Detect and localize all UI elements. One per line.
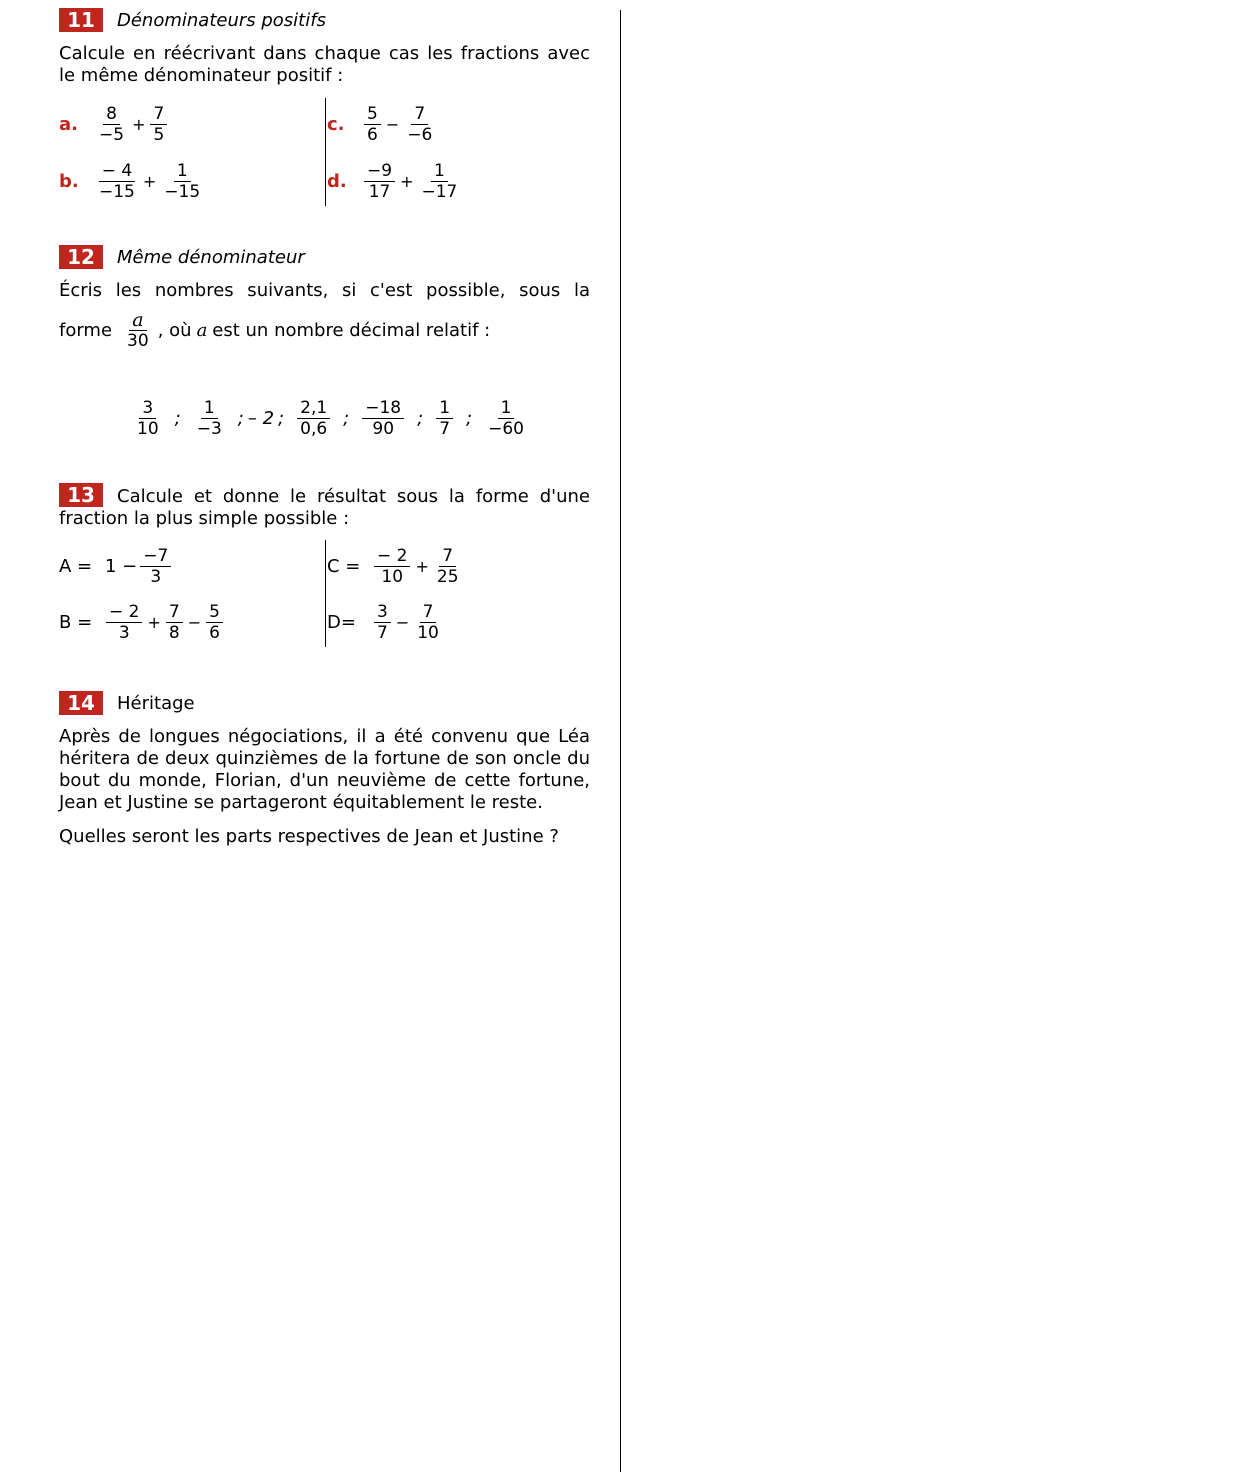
exercise-header <box>59 245 590 269</box>
exercise-number-badge: 14 <box>59 691 103 715</box>
exercise-title: Dénominateurs positifs <box>117 9 326 31</box>
fraction-grid <box>59 98 590 206</box>
column-divider <box>620 10 621 1472</box>
fraction: $\frac{1}{-17}$ <box>421 160 458 202</box>
exercise-number-badge: 12 <box>59 245 103 269</box>
fraction: $\frac{- 4}{-15}$ <box>99 160 135 202</box>
variable: a <box>196 319 208 341</box>
fraction: $\frac{8}{-5}$ <box>99 103 125 145</box>
exercise-instructions <box>59 483 590 530</box>
fraction: $\frac{-7}{3}$ <box>140 546 171 587</box>
operator: + <box>400 171 414 191</box>
exercise-title: Même dénominateur <box>117 246 305 268</box>
fraction: $\frac{7}{5}$ <box>150 104 167 145</box>
fraction: $\frac{1}{-60}$ <box>488 397 525 439</box>
exercise-title: Héritage <box>117 692 195 714</box>
expression-label: B = <box>59 611 93 633</box>
fraction: $\frac{-18}{90}$ <box>362 398 404 439</box>
item-d <box>327 155 463 207</box>
fraction: $\frac{2,1}{0,6}$ <box>297 398 330 439</box>
separator: ; <box>417 407 424 429</box>
exercise-text: Après de longues négociations, il a été convenu que Léa héritera de deux quinzièmes de la fortune de son oncle du bout du monde, Florian, d'un neuvième de cette fortune, Jean et Justine se partageront équitablement le reste. <box>59 726 590 813</box>
expression-lead: 1 − <box>105 555 138 577</box>
exercise-question: Quelles seront les parts respectives de Jean et Justine ? <box>59 826 559 847</box>
operator: + <box>132 114 146 134</box>
exercise-header <box>59 691 590 715</box>
text: est un nombre décimal relatif : <box>212 319 491 341</box>
fraction: $\frac{7}{10}$ <box>417 601 439 643</box>
form-line <box>59 306 590 354</box>
fraction: $\frac{- 2}{10}$ <box>374 546 410 587</box>
item-label: a. <box>59 113 78 135</box>
fraction: $\frac{7}{25}$ <box>436 545 459 587</box>
expression-c <box>327 540 465 592</box>
separator: ; <box>174 407 181 429</box>
number-list <box>131 393 530 443</box>
exercise-11 <box>59 8 590 202</box>
expression-a <box>59 540 174 592</box>
fraction: $\frac{1}{-15}$ <box>164 160 201 202</box>
exercise-instructions: Écris les nombres suivants, si c'est possible, sous la <box>59 280 590 301</box>
expression-label: C = <box>327 555 361 577</box>
item-c <box>327 98 438 150</box>
item-b <box>59 155 206 207</box>
expression-label: A = <box>59 555 93 577</box>
operator: + <box>415 556 429 576</box>
form-fraction: $\frac{a}{30}$ <box>127 308 149 351</box>
expression-b <box>59 596 226 648</box>
expression-grid <box>59 540 590 647</box>
fraction: $\frac{7}{8}$ <box>166 602 183 643</box>
item-a <box>59 98 170 150</box>
operator: + <box>142 171 157 191</box>
operator: − <box>187 612 202 632</box>
fraction: $\frac{3}{7}$ <box>374 602 391 643</box>
separator: ; <box>343 407 350 429</box>
fraction: $\frac{5}{6}$ <box>364 104 381 145</box>
fraction: $\frac{3}{10}$ <box>137 397 159 439</box>
instruction-text: Calcule et donne le résultat sous la forme d'une fraction la plus simple possible : <box>59 486 590 529</box>
exercise-number-badge: 13 <box>59 483 103 507</box>
exercise-header <box>59 8 590 32</box>
exercise-14 <box>59 691 590 848</box>
expression-d <box>327 596 445 648</box>
fraction: $\frac{1}{7}$ <box>436 398 453 439</box>
operator: − <box>395 612 410 632</box>
operator: + <box>147 612 161 632</box>
text: , où <box>157 319 192 341</box>
grid-separator <box>325 98 326 206</box>
exercise-12 <box>59 245 590 439</box>
item-label: b. <box>59 170 79 192</box>
operator: − <box>385 114 400 134</box>
item-label: d. <box>327 170 347 192</box>
exercise-13 <box>59 483 590 643</box>
fraction: $\frac{7}{-6}$ <box>407 103 433 145</box>
exercise-number-badge: 11 <box>59 8 103 32</box>
fraction: $\frac{5}{6}$ <box>206 602 223 643</box>
fraction: $\frac{-9}{17}$ <box>364 161 395 202</box>
fraction: $\frac{1}{-3}$ <box>196 397 222 439</box>
exercise-instructions: Calcule en réécrivant dans chaque cas les fractions avec le même dénominateur positif : <box>59 43 590 86</box>
number: – 2 <box>247 407 275 429</box>
separator: ; <box>278 407 285 429</box>
separator: ; <box>237 407 244 429</box>
separator: ; <box>466 407 473 429</box>
fraction: $\frac{- 2}{3}$ <box>106 602 142 643</box>
grid-separator <box>325 540 326 647</box>
item-label: c. <box>327 113 345 135</box>
text: forme <box>59 319 113 341</box>
expression-label: D= <box>327 611 356 633</box>
